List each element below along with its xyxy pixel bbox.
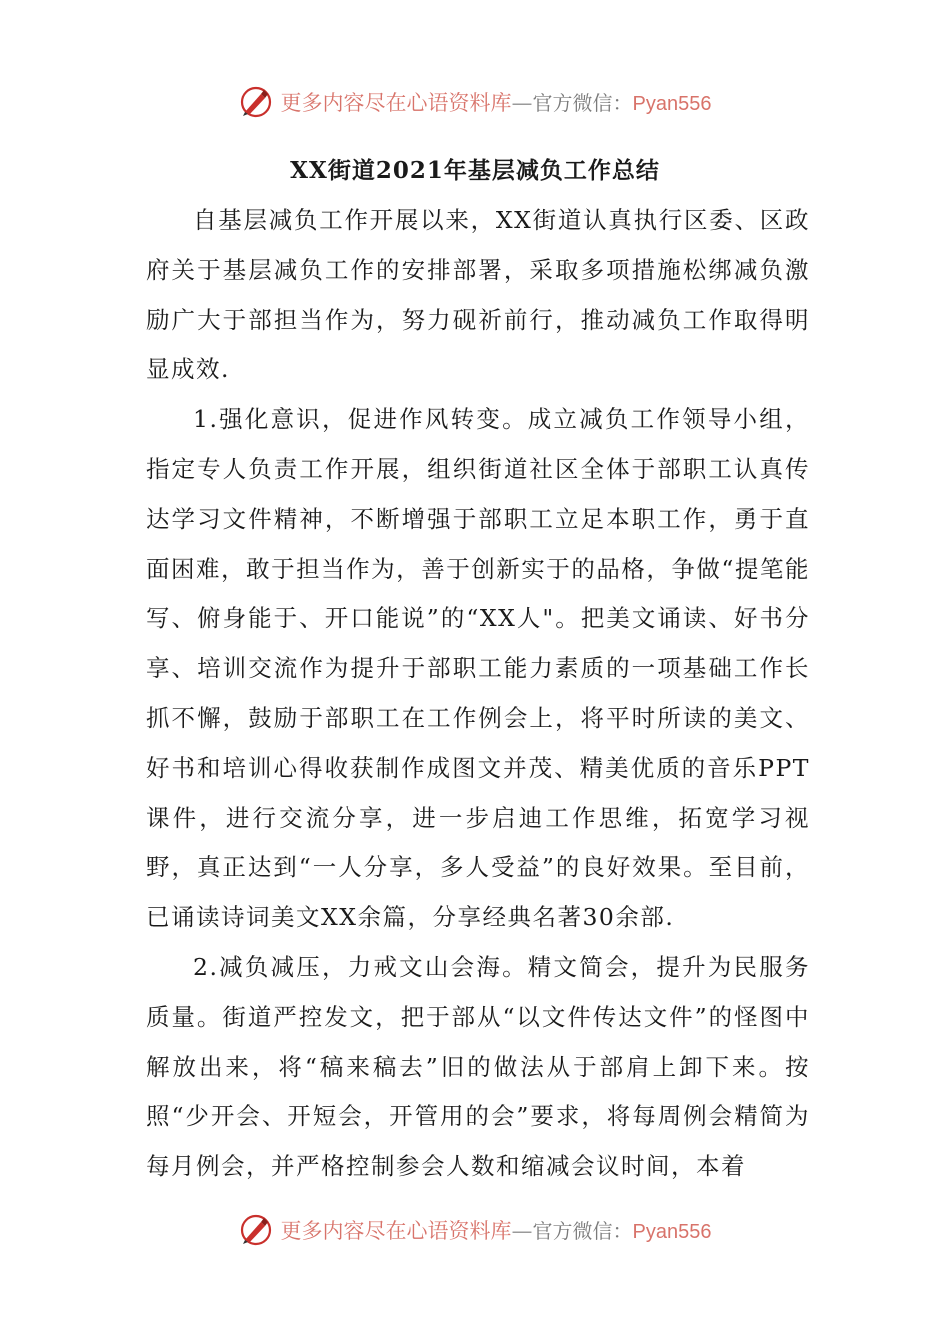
paragraph-intro: 自基层减负工作开展以来，XX街道认真执行区委、区政府关于基层减负工作的安排部署，采取多项措施松绑减负激励广大于部担当作为，努力砚祈前行，推动减负工作取得明显成效.	[146, 206, 810, 384]
pen-circle-logo-icon	[239, 1213, 273, 1247]
document-body	[146, 196, 810, 1192]
document-title: XX街道2021年基层减负工作总结	[290, 157, 660, 184]
pen-circle-logo-icon	[239, 85, 273, 119]
paragraph-section-2: 2.减负减压，力戒文山会海。精文简会，提升为民服务质量。街道严控发文，把于部从“以文件传达文件”的怪图中解放出来，将“稿来稿去”旧的做法从于部肩上卸下来。按照“少开会、开短会，开管用的会”要求，将每周例会精简为每月例会，并严格控制参会人数和缩减会议时间，本着	[146, 952, 810, 1181]
watermark-banner-top	[0, 82, 950, 122]
watermark-banner-bottom	[0, 1210, 950, 1250]
watermark-dash: —	[511, 1219, 533, 1243]
watermark-main-text: 更多内容尽在心语资料库	[280, 1219, 512, 1243]
watermark-wechat-label: 官方微信：	[532, 91, 633, 115]
watermark-wechat-label: 官方微信：	[532, 1219, 633, 1243]
watermark-main-text: 更多内容尽在心语资料库	[280, 91, 512, 115]
watermark-wechat-id: Pyan556	[632, 93, 712, 115]
watermark-dash: —	[511, 91, 533, 115]
paragraph-section-1: 1.强化意识，促进作风转变。成立减负工作领导小组，指定专人负责工作开展，组织街道社区全体于部职工认真传达学习文件精神，不断增强于部职工立足本职工作，勇于直面困难，敢于担当作为，善于创新实于的品格，争做“提笔能写、俯身能于、开口能说”的“XX人"。把美文诵读、好书分享、培训交流作为提升于部职工能力素质的一项基础工作长抓不懈，鼓励于部职工在工作例会上，将平时所读的美文、好书和培训心得收获制作成图文并茂、精美优质的音乐PPT课件，进行交流分享，进一步启迪工作思维，拓宽学习视野，真正达到“一人分享，多人受益”的良好效果。至目前，已诵读诗词美文XX余篇，分享经典名著30余部.	[146, 405, 810, 932]
watermark-wechat-id: Pyan556	[632, 1221, 712, 1243]
